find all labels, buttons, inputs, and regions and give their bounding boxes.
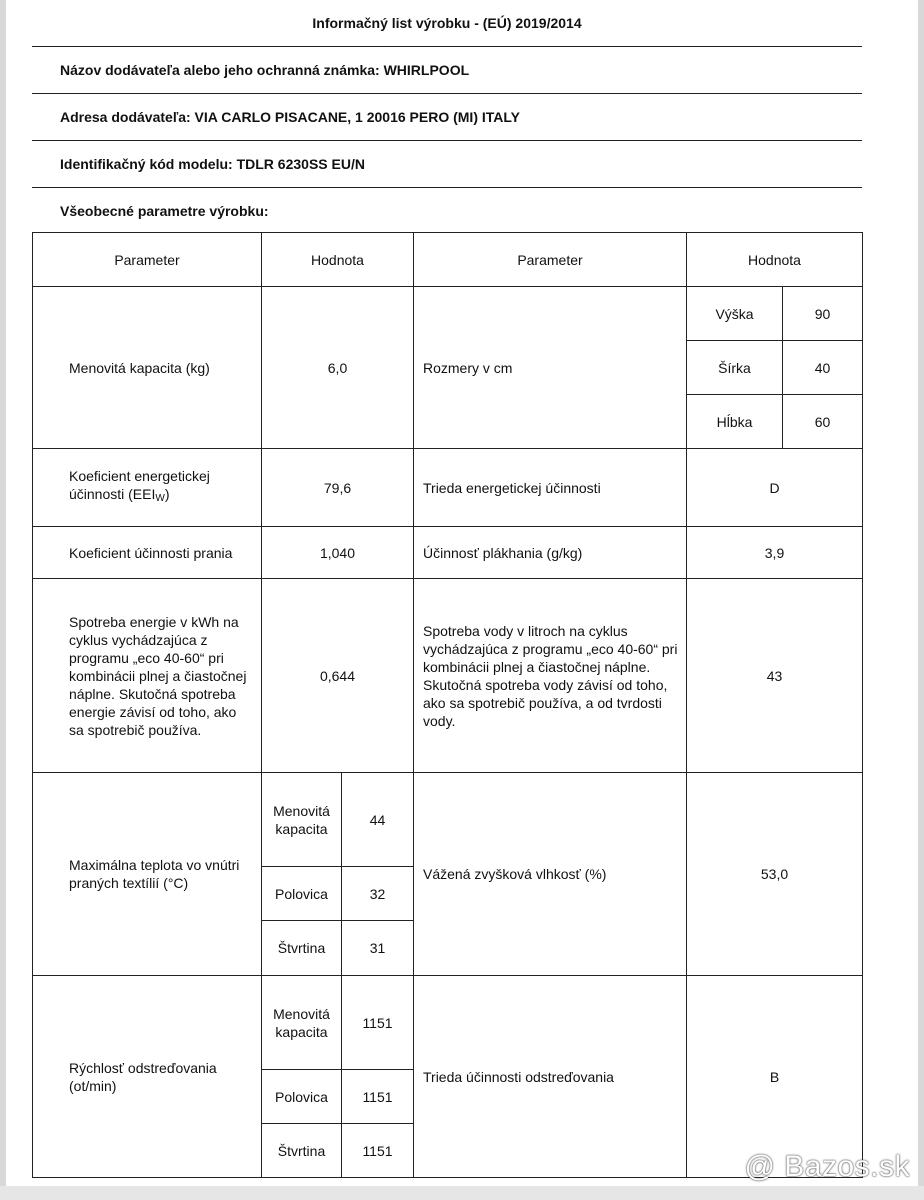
temp-half-label: Polovica [262,867,342,921]
spin-quarter-label: Štvrtina [262,1124,342,1178]
spin-half-value: 1151 [342,1070,414,1124]
moisture-label: Vážená zvyšková vlhkosť (%) [414,773,687,976]
parameters-table [32,232,863,1178]
wash-efficiency-label: Koeficient účinnosti prania [33,527,262,579]
height-label: Výška [687,287,783,341]
energy-consumption-value: 0,644 [262,579,414,773]
energy-consumption-label: Spotreba energie v kWh na cyklus vychádzajúca z programu „eco 40-60“ pri kombinácii plnej a čiastočnej náplne. Skutočná spotreba energie závisí od toho, ako sa spotrebič používa. [33,579,262,773]
temp-quarter-label: Štvrtina [262,921,342,976]
capacity-value: 6,0 [262,287,414,449]
spin-speed-label: Rýchlosť odstreďovania (ot/min) [33,976,262,1178]
spin-full-value: 1151 [342,976,414,1070]
eei-label: Koeficient energetickej účinnosti $(EEI_W)$ [33,449,262,527]
page-bottom-edge [0,1186,924,1200]
temp-half-value: 32 [342,867,414,921]
width-label: Šírka [687,341,783,395]
table-row [33,287,863,341]
page-edge-left [0,0,6,1200]
header-value: Hodnota [262,233,414,287]
header-value-2: Hodnota [687,233,863,287]
table-row [33,449,863,527]
bazos-watermark: @ Bazos.sk [744,1150,910,1183]
header-block [32,0,862,234]
document-title: Informačný list výrobku - (EÚ) 2019/2014 [32,0,862,47]
water-consumption-label: Spotreba vody v litroch na cyklus vychádzajúca z programu „eco 40-60“ pri kombinácii plnej a čiastočnej náplne. Skutočná spotreba vody závisí od toho, ako sa spotrebič používa, a od tvrdosti vody. [414,579,687,773]
height-value: 90 [783,287,863,341]
table-row [33,579,863,773]
energy-class-label: Trieda energetickej účinnosti [414,449,687,527]
temp-full-value: 44 [342,773,414,867]
energy-class-value: D [687,449,863,527]
max-temperature-label: Maximálna teplota vo vnútri praných textílií (°C) [33,773,262,976]
table-row [33,773,863,867]
page-edge-right [918,0,924,1200]
temp-quarter-value: 31 [342,921,414,976]
width-value: 40 [783,341,863,395]
rinse-efficiency-label: Účinnosť plákhania (g/kg) [414,527,687,579]
table-row [33,976,863,1070]
rinse-efficiency-value: 3,9 [687,527,863,579]
temp-full-label: Menovitá kapacita [262,773,342,867]
depth-value: 60 [783,395,863,449]
spin-class-label: Trieda účinnosti odstreďovania [414,976,687,1178]
spin-class-value: B [687,976,863,1178]
eei-value: 79,6 [262,449,414,527]
supplier-row: Názov dodávateľa alebo jeho ochranná známka: WHIRLPOOL [32,47,862,94]
spin-full-label: Menovitá kapacita [262,976,342,1070]
table-row [33,527,863,579]
header-parameter: Parameter [33,233,262,287]
spin-quarter-value: 1151 [342,1124,414,1178]
water-consumption-value: 43 [687,579,863,773]
moisture-value: 53,0 [687,773,863,976]
spin-half-label: Polovica [262,1070,342,1124]
address-row: Adresa dodávateľa: VIA CARLO PISACANE, 1 20016 PERO (MI) ITALY [32,94,862,141]
wash-efficiency-value: 1,040 [262,527,414,579]
general-params-heading: Všeobecné parametre výrobku: [60,203,269,219]
model-row: Identifikačný kód modelu: TDLR 6230SS EU/N [32,141,862,188]
header-parameter-2: Parameter [414,233,687,287]
dimensions-label: Rozmery v cm [414,287,687,449]
depth-label: Hĺbka [687,395,783,449]
capacity-label: Menovitá kapacita (kg) [33,287,262,449]
table-header-row [33,233,863,287]
